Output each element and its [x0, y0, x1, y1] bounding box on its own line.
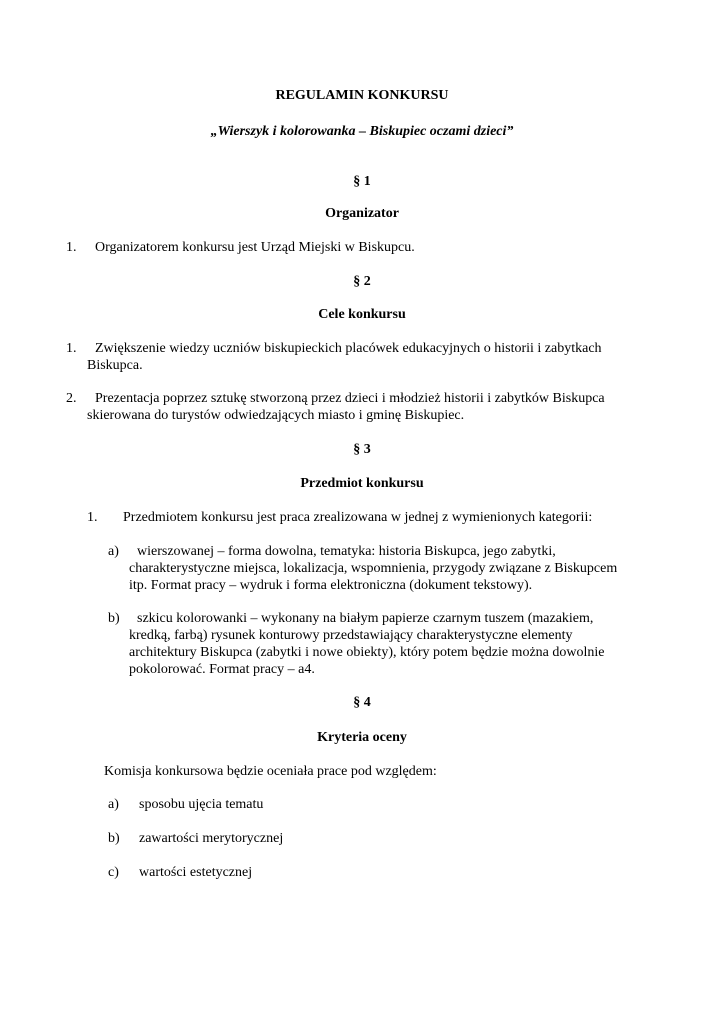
- item-number: 1.: [66, 240, 77, 255]
- item-text-line: skierowana do turystów odwiedzających miasto i gminę Biskupiec.: [87, 408, 465, 423]
- item-number: 1.: [87, 510, 98, 525]
- document-subtitle: „Wierszyk i kolorowanka – Biskupiec oczami dzieci”: [210, 124, 514, 139]
- item-text-line: Organizatorem konkursu jest Urząd Miejski w Biskupcu.: [95, 240, 415, 255]
- subitem-letter: a): [108, 797, 119, 812]
- item-text-line: Zwiększenie wiedzy uczniów biskupieckich placówek edukacyjnych o historii i zabytkach: [95, 341, 602, 356]
- subitem-text-line: itp. Format pracy – wydruk i forma elektroniczna (dokument tekstowy).: [129, 578, 533, 593]
- subitem-text-line: sposobu ujęcia tematu: [139, 797, 264, 812]
- subitem-text-line: wierszowanej – forma dowolna, tematyka: historia Biskupca, jego zabytki,: [137, 544, 556, 559]
- document-title: REGULAMIN KONKURSU: [275, 88, 449, 103]
- section-3-heading: Przedmiot konkursu: [300, 476, 424, 491]
- item-number: 2.: [66, 391, 77, 406]
- subitem-text-line: szkicu kolorowanki – wykonany na białym papierze czarnym tuszem (mazakiem,: [137, 611, 594, 626]
- item-text-line: Przedmiotem konkursu jest praca zrealizowana w jednej z wymienionych kategorii:: [123, 510, 593, 525]
- subitem-text-line: kredką, farbą) rysunek konturowy przedstawiający charakterystyczne elementy: [129, 628, 573, 643]
- subitem-text-line: charakterystyczne miejsca, lokalizacja, wspomnienia, przygody związane z Biskupcem: [129, 561, 618, 576]
- section-2-heading: Cele konkursu: [318, 307, 406, 322]
- section-3-sign: § 3: [353, 442, 371, 457]
- section-4-heading: Kryteria oceny: [317, 730, 407, 745]
- section-4-intro: Komisja konkursowa będzie oceniała prace pod względem:: [104, 764, 437, 779]
- item-text-line: Prezentacja poprzez sztukę stworzoną przez dzieci i młodzież historii i zabytków Biskupca: [95, 391, 605, 406]
- item-text-line: Biskupca.: [87, 358, 143, 373]
- section-4-sign: § 4: [353, 695, 371, 710]
- item-number: 1.: [66, 341, 77, 356]
- section-1-sign: § 1: [353, 174, 371, 189]
- subitem-letter: b): [108, 831, 120, 846]
- subitem-letter: a): [108, 544, 119, 559]
- section-1-heading: Organizator: [325, 206, 399, 221]
- subitem-text-line: wartości estetycznej: [139, 865, 253, 880]
- section-2-sign: § 2: [353, 274, 371, 289]
- subitem-text-line: architektury Biskupca (zabytki i nowe obiekty), który potem będzie można dowolnie: [129, 645, 605, 660]
- subitem-text-line: zawartości merytorycznej: [139, 831, 284, 846]
- subitem-letter: c): [108, 865, 119, 880]
- subitem-text-line: pokolorować. Format pracy – a4.: [129, 662, 315, 677]
- subitem-letter: b): [108, 611, 120, 626]
